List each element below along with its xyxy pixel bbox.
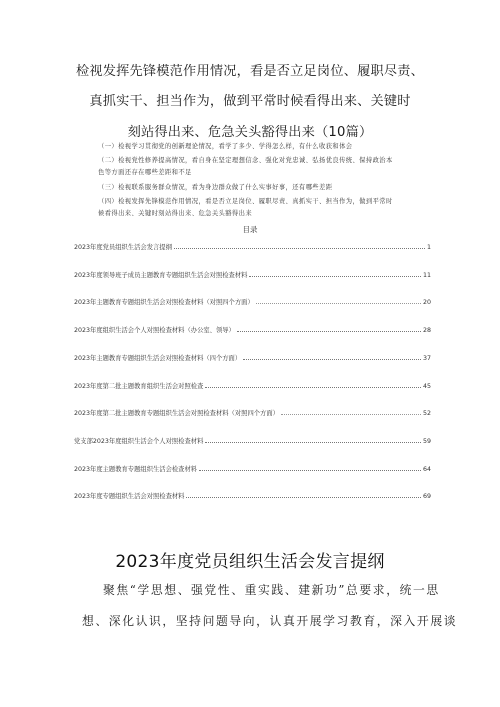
toc-leader xyxy=(237,330,421,332)
toc-entry-label: 2023年度组织生活会个人对照检查材料（办公室、领导） xyxy=(74,327,235,334)
toc-entry-label: 2023年度党员组织生活会发言提纲 xyxy=(74,244,172,251)
toc-entry[interactable] xyxy=(74,296,431,306)
toc-leader xyxy=(243,358,421,360)
subheading-2-cont: 色等方面还存在哪些差距和不足 xyxy=(98,169,192,176)
toc-entry-label: 2023年主题教育专题组织生活会对照检查材料（对照四个方面） xyxy=(74,299,254,306)
subheading-4: （四）检视发挥先锋模范作用情况，看是否立足岗位、履职尽责、真抓实干、担当作为，做到平常时 xyxy=(98,198,393,205)
toc-entry-page: 20 xyxy=(422,299,431,306)
toc-entry[interactable] xyxy=(74,435,431,445)
toc-leader xyxy=(256,302,421,304)
toc-leader xyxy=(186,496,421,498)
toc-entry-label: 2023年度第二批主题教育组织生活会对照检查 xyxy=(74,383,204,390)
toc-entry[interactable] xyxy=(74,269,431,279)
toc-entry-page: 59 xyxy=(422,438,431,445)
toc-entry-label: 2023年度专题组织生活会对照检查材料 xyxy=(74,493,185,500)
toc-entry-label: 2023年主题教育专题组织生活会对照检查材料（四个方面） xyxy=(74,355,242,362)
subheading-2: （二）检视党性修养提高情况，看自身在坚定理想信念、强化对党忠诚、弘扬优良传统、保持政治本 xyxy=(98,157,393,164)
toc-entry[interactable] xyxy=(74,490,431,500)
toc-entry[interactable] xyxy=(74,407,431,417)
toc-entry-page: 45 xyxy=(422,383,431,390)
toc-entry-label: 2023年度主题教育专题组织生活会检查材料 xyxy=(74,466,198,473)
toc-leader xyxy=(205,441,421,443)
toc-entry[interactable] xyxy=(74,380,431,390)
toc-entry-page: 11 xyxy=(422,272,431,279)
toc-entry-label: 2023年度领导班子成员主题教育专题组织生活会对照检查材料 xyxy=(74,272,248,279)
toc-leader xyxy=(249,275,421,277)
toc-entry-page: 52 xyxy=(422,410,431,417)
toc-entry-page: 37 xyxy=(422,355,431,362)
subheading-1: （一）检视学习贯彻党的创新理论情况，看学了多少、学得怎么样，有什么收获和体会 xyxy=(98,143,353,150)
doc-title-line-1: 检视发挥先锋模范作用情况，看是否立足岗位、履职尽责、 xyxy=(75,64,425,79)
toc-leader xyxy=(205,386,421,388)
toc-entry-page: 64 xyxy=(422,466,431,473)
body-paragraph-line-2: 想、深化认识，坚持问题导向，认真开展学习教育，深入开展谈 xyxy=(82,614,458,628)
doc-title-line-2: 真抓实干、担当作为，做到平常时候看得出来、关键时 xyxy=(89,94,411,109)
toc-entry[interactable] xyxy=(74,463,431,473)
toc-leader xyxy=(281,413,421,415)
toc-entry-page: 69 xyxy=(422,493,431,500)
toc-entry-label: 党支部2023年度组织生活会个人对照检查材料 xyxy=(74,438,204,445)
toc-leader xyxy=(199,469,421,471)
subheading-3: （三）检视联系服务群众情况，看为身边群众做了什么实事好事，还有哪些差距 xyxy=(98,184,333,191)
subheading-4-cont: 候看得出来、关键时刻站得出来、危急关头豁得出来 xyxy=(98,210,253,217)
toc-entry-page: 28 xyxy=(422,327,431,334)
doc-title-line-3: 刻站得出来、危急关头豁得出来（10篇） xyxy=(127,125,373,140)
toc-entry[interactable] xyxy=(74,352,431,362)
toc-entry[interactable] xyxy=(74,241,431,251)
section-title: 2023年度党员组织生活会发言提纲 xyxy=(115,552,385,572)
toc-entry-page: 1 xyxy=(426,244,431,251)
toc-leader xyxy=(174,247,425,249)
toc-heading: 目录 xyxy=(242,225,258,234)
toc-entry-label: 2023年度第二批主题教育专题组织生活会对照检查材料（对照四个方面） xyxy=(74,410,279,417)
body-paragraph-line-1: 聚焦“学思想、强党性、重实践、建新功”总要求，统一思 xyxy=(103,583,440,597)
toc-entry[interactable] xyxy=(74,324,431,334)
